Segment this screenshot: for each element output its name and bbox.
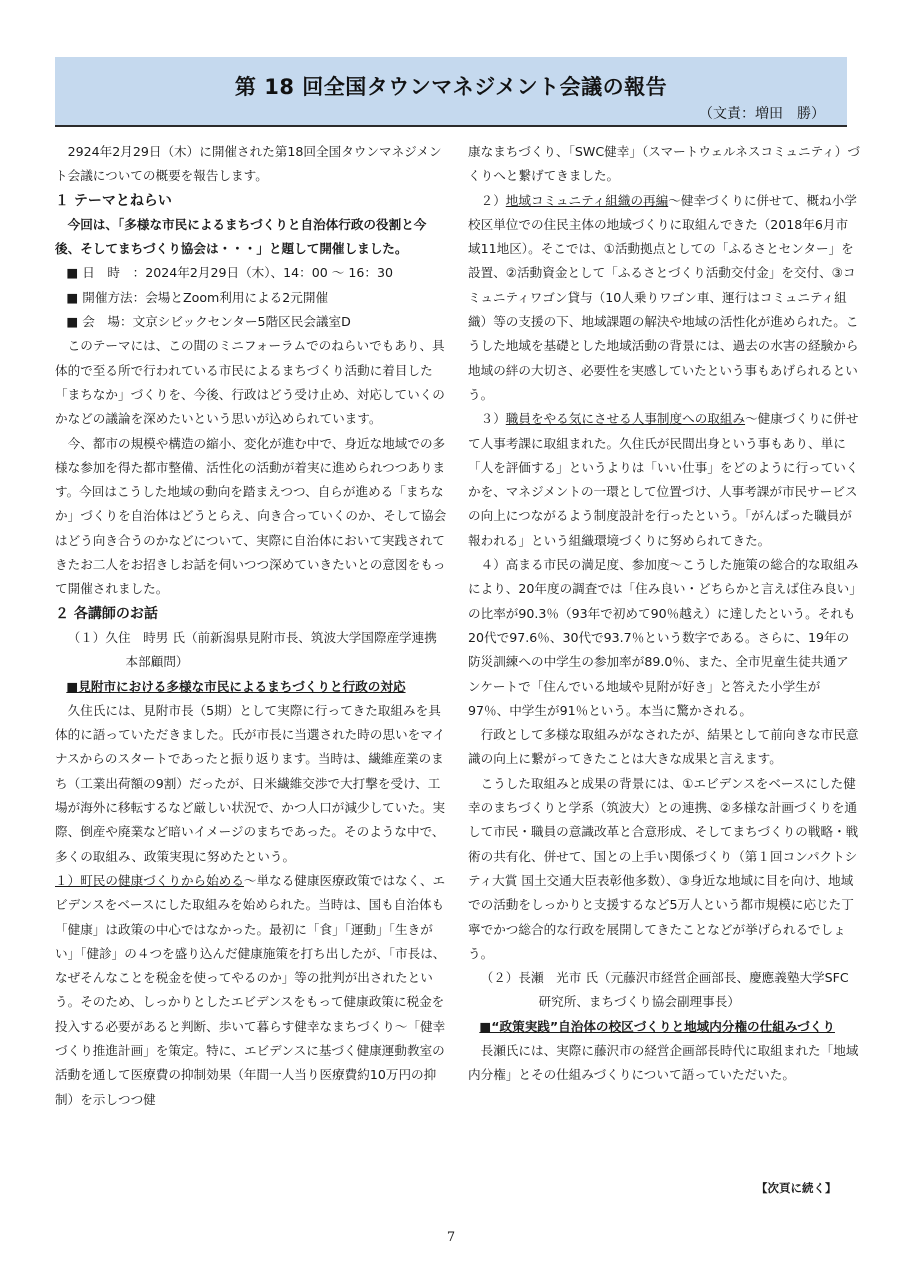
continued-note: 【次頁に続く】	[756, 1181, 837, 1195]
section-heading-theme: １ テーマとねらい	[55, 192, 172, 209]
body-paragraph: 行政として多様な取組みがなされたが、結果として前向きな市民意識の向上に繋がってきたことは大きな成果と言えます。	[468, 727, 859, 767]
body-paragraph: ４）高まる市民の満足度、参加度～こうした施策の総合的な取組みにより、20年度の調査では「住み良い・どちらかと言えば住み良い」の比率が90.3％（93年で初めて90％越え）に達したという。それも20代で97.6％、30代で93.7％という数字である。さらに、19年の防災訓練への中学生の参加率が89.0％、また、全市児童生徒共通アンケートで「住んでいる地域や見附が好き」と答えた小学生が97％、中学生が91％という。本当に驚かされる。	[468, 557, 859, 718]
speaker-heading: （１）久住 時男 氏（前新潟県見附市長、筑波大学国際産学連携本部顧問）	[67, 629, 437, 670]
page-title: 第 18 回全国タウンマネジメント会議の報告	[234, 75, 668, 99]
body-paragraph	[55, 869, 447, 1112]
intro-paragraph: 2924年2月29日（木）に開催された第18回全国タウンマネジメント会議についての概要を報告します。	[55, 144, 442, 184]
inline-text: ～健幸づくりに併せて、概ね小学校区単位での住民主体の地域づくりに取組んできた（2018年6月市域11地区）。そこでは、①活動拠点としての「ふるさとセンター」を設置、②活動資金として「ふるさとづくり活動交付金」を交付、③コミュニティワゴン貸与（10人乗りワゴン車、運行はコミュニティ組織）等の支援の下、地域課題の解決や地域の活性化が進められた。こうした地域を基礎とした地域活動の背景には、過去の水害の経験から地域の絆の大切さ、必要性を実感していたという事もあげられるという。	[468, 192, 859, 402]
body-paragraph: 今、都市の規模や構造の縮小、変化が進む中で、身近な地域での多様な参加を得た都市整備、活性化の活動が着実に進められつつあります。今回はこうした地域の動向を踏まえつつ、自らが進める「まちなか」づくりを自治体はどうとらえ、向き合っていくのか、そして協会はどう向き合うのかなどについて、実際に自治体において実践されてきたお二人をお招きしお話を伺いつつ深めていきたいとの意図をもって開催されました。	[55, 435, 447, 597]
inline-label: １）町民の健康づくりから始める	[55, 872, 244, 888]
body-paragraph: このテーマには、この間のミニフォーラムでのねらいでもあり、具体的で至る所で行われている市民によるまちづくり活動に着目した「まちなか」づくりを、今後、行政はどう受け止め、対応していくのかなどの議論を深めたいという思いが込められています。	[55, 338, 445, 427]
inline-prefix: ３）	[480, 411, 506, 427]
right-column	[468, 140, 860, 1088]
body-paragraph: 久住氏には、見附市長（5期）として実際に行ってきた取組みを具体的に語っていただきました。氏が市長に当選された時の思いをマイナスからのスタートであったと振り返ります。当時は、繊維産業のまち（工業出荷額の9割）だったが、日米繊維交渉で大打撃を受け、工場が海外に移転するなど厳しい状況で、かつ人口が減少していた。実際、倒産や廃業など暗いイメージのまちであった。そのような中で、多くの取組み、政策実現に努めたという。	[55, 702, 446, 864]
body-paragraph: 康なまちづくり、「SWC健幸」（スマートウェルネスコミュニティ）づくりへと繋げてきました。	[468, 144, 860, 184]
sub-heading: ■“政策実践”自治体の校区づくりと地域内分権の仕組みづくり	[479, 1018, 835, 1034]
inline-label: 地域コミュニティ組織の再編	[505, 192, 669, 208]
bullet-venue: ■ 会 場：文京シビックセンター5階区民会議室D	[66, 314, 351, 330]
body-paragraph: 長瀬氏には、実際に藤沢市の経営企画部長時代に取組まれた「地域内分権」とその仕組みづくりについて語っていただいた。	[468, 1042, 859, 1083]
inline-text: ～健康づくりに併せて人事考課に取組まれた。久住氏が民間出身という事もあり、単に「人を評価する」というよりは「いい仕事」をどのように行っていくかを、マネジメントの一環として位置づけ、人事考課が市民サービスの向上につながるよう制度設計を行ったという。「がんばった職員が報われる」という組織環境づくりに努められてきた。	[468, 411, 859, 548]
section-heading-speakers: ２ 各講師のお話	[55, 605, 158, 622]
theme-paragraph: 今回は、「多様な市民によるまちづくりと自治体行政の役割と今後、そしてまちづくり協会は・・・」と題して開催しました。	[55, 216, 427, 257]
sub-heading: ■見附市における多様な市民によるまちづくりと行政の対応	[66, 678, 406, 694]
bullet-datetime: ■ 日 時 ：2024年2月29日（木）、14：00 ～ 16：30	[66, 265, 394, 281]
body-paragraph	[468, 189, 860, 408]
speaker-heading: （２）長瀬 光市 氏（元藤沢市経営企画部長、慶應義塾大学SFC研究所、まちづくり協会副理事長）	[480, 970, 849, 1010]
body-paragraph: こうした取組みと成果の背景には、①エビデンスをベースにした健幸のまちづくりと学系（筑波大）との連携、②多様な計画づくりを通して市民・職員の意識改革と合意形成、そしてまちづくりの戦略・戦術の共有化、併せて、国との上手い関係づくり（第１回コンパクトシティ大賞 国土交通大臣表彰他多数）、③身近な地域に目を向け、地域での活動をしっかりと支援するなど5万人という都市規模に応じた丁寧でかつ総合的な行政を展開してきたことなどが挙げられるでしょう。	[468, 775, 859, 961]
inline-text: ～単なる健康医療政策ではなく、エビデンスをベースにした取組みを始められた。当時は、国も自治体も「健康」は政策の中心ではなかった。最初に「食」「運動」「生きがい」「健診」の４つを盛り込んだ健康施策を打ち出したが、「市長は、なぜそんなことを税金を使ってやるのか」等の批判が出されたという。そのため、しっかりとしたエビデンスをもって健康政策に税金を投入する必要があると判断、歩いて暮らす健幸なまちづくり～「健幸づくり推進計画」を策定。特に、エビデンスに基づく健康運動教室の活動を通して医療費の抑制効果（年間一人当り医療費約10万円の抑制）を示しつつ健	[55, 872, 446, 1107]
author-credit: （文責：増田 勝）	[699, 106, 825, 122]
page-number: 7	[446, 1230, 456, 1245]
left-column	[55, 140, 447, 1112]
bullet-method: ■ 開催方法：会場とZoom利用による2元開催	[66, 289, 329, 305]
inline-label: 職員をやる気にさせる人事制度への取組み	[505, 411, 746, 427]
inline-prefix: ２）	[480, 192, 506, 208]
title-banner	[55, 57, 847, 127]
body-paragraph	[468, 407, 860, 553]
